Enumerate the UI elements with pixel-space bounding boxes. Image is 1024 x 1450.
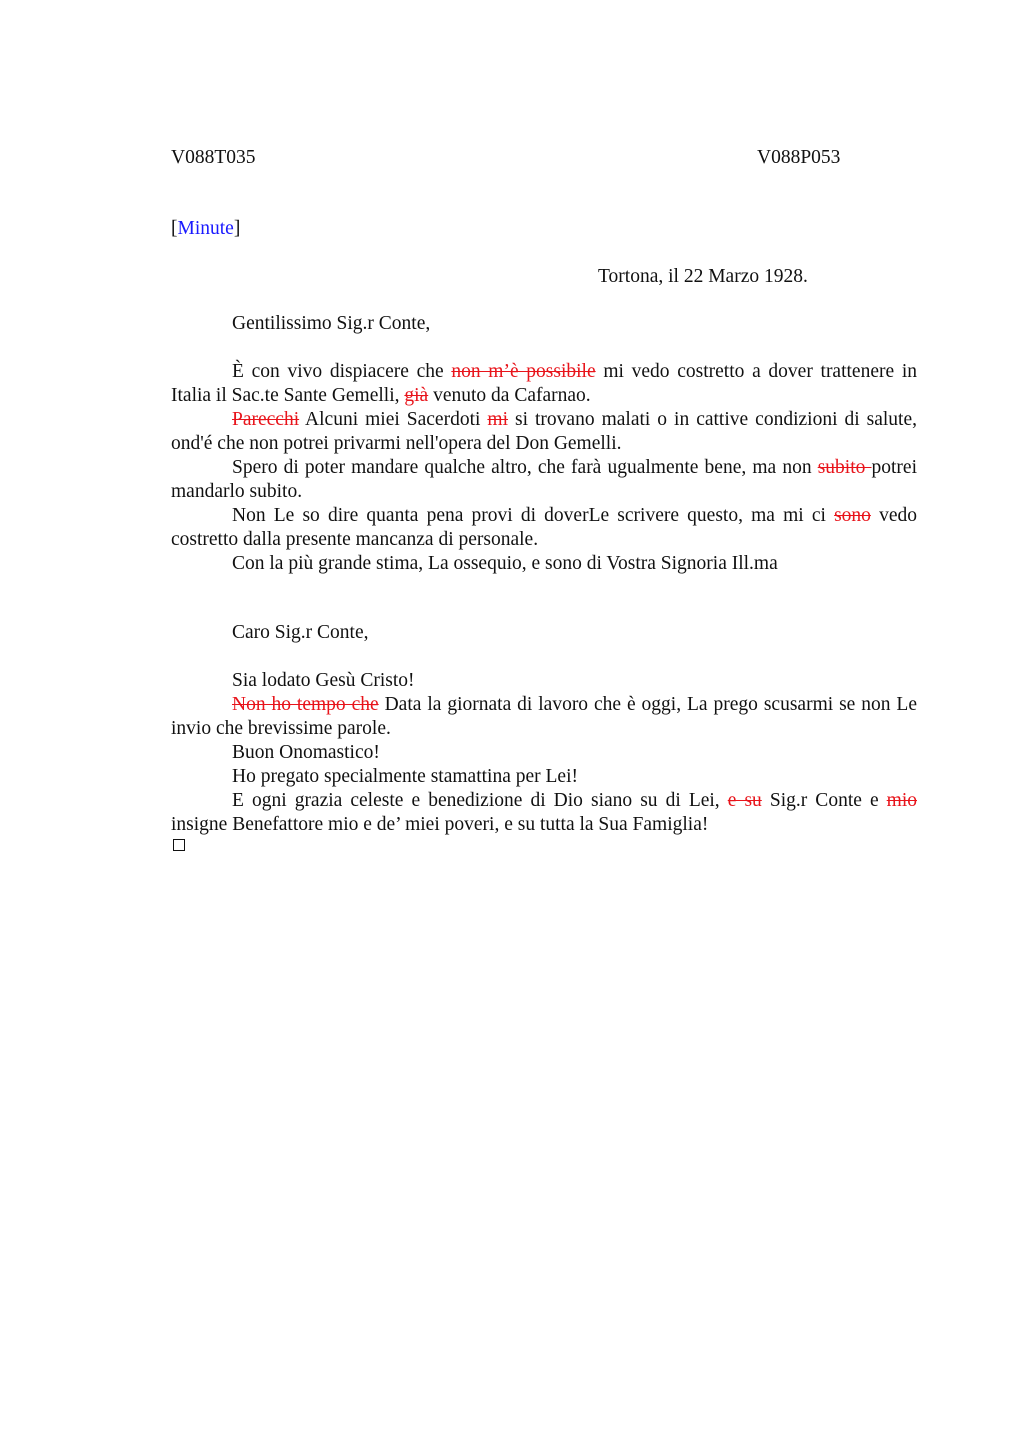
letter1-paragraph-2 xyxy=(171,408,917,456)
letter1-paragraph-3 xyxy=(171,456,917,504)
minute-label xyxy=(171,217,240,241)
deleted-text: già xyxy=(404,385,429,406)
text-segment: Alcuni miei Sacerdoti xyxy=(299,409,488,430)
text-segment: insigne Benefattore mio e de’ miei poveri, e su tutta la Sua Famiglia! xyxy=(171,814,709,835)
letter1-body xyxy=(171,360,917,576)
text-segment: Spero di poter mandare qualche altro, che farà ugualmente bene, ma non xyxy=(232,457,818,478)
text-segment: venuto da Cafarnao. xyxy=(428,385,591,406)
text-segment: vedo costretto dalla presente mancanza di personale. xyxy=(171,505,918,550)
deleted-text: subito xyxy=(817,457,872,478)
letter2-paragraph-4: Ho pregato specialmente stamattina per Lei! xyxy=(232,766,578,787)
letter1-paragraph-1 xyxy=(171,360,917,408)
deleted-text: Parecchi xyxy=(232,409,300,430)
document-code-right: V088P053 xyxy=(757,147,841,168)
deleted-text: mi xyxy=(487,409,509,430)
document-code-left: V088T035 xyxy=(171,147,256,168)
deleted-text: mio xyxy=(886,790,917,811)
text-segment: Sig.r Conte e xyxy=(761,790,887,811)
text-segment: Non Le so dire quanta pena provi di doverLe scrivere questo, ma mi ci xyxy=(232,505,835,526)
text-segment: mi vedo costretto a dover trattenere in Italia il Sac.te Sante Gemelli, xyxy=(171,361,917,406)
letter2-paragraph-3: Buon Onomastico! xyxy=(232,742,380,763)
text-segment: È con vivo dispiacere che xyxy=(232,361,452,382)
dateline: Tortona, il 22 Marzo 1928. xyxy=(598,266,808,287)
deleted-text: e su xyxy=(727,790,762,811)
letter1-paragraph-4 xyxy=(171,504,917,552)
letter2-salutation: Caro Sig.r Conte, xyxy=(232,622,369,643)
letter2-paragraph-5 xyxy=(171,789,917,837)
deleted-text: sono xyxy=(834,505,871,526)
letter1-paragraph-5: Con la più grande stima, La ossequio, e sono di Vostra Signoria Ill.ma xyxy=(232,553,778,574)
letter1-salutation: Gentilissimo Sig.r Conte, xyxy=(232,313,431,334)
letter2-paragraph-1: Sia lodato Gesù Cristo! xyxy=(232,670,415,691)
minute-close-bracket: ] xyxy=(233,218,241,239)
letter2-body xyxy=(171,669,917,837)
text-segment: E ogni grazia celeste e benedizione di Dio siano su di Lei, xyxy=(232,790,728,811)
text-segment: si trovano malati o in cattive condizioni di salute, ond'é che non potrei privarmi nell'opera del Don Gemelli. xyxy=(171,409,918,454)
minute-open-bracket: [ xyxy=(171,218,178,239)
minute-link[interactable]: Minute xyxy=(177,218,234,239)
text-segment: potrei mandarlo subito. xyxy=(171,457,917,502)
end-marker-box xyxy=(173,839,185,851)
letter2-paragraph-2 xyxy=(171,693,917,741)
text-segment: Data la giornata di lavoro che è oggi, La prego scusarmi se non Le invio che brevissime parole. xyxy=(171,694,917,739)
deleted-text: non m’è possibile xyxy=(451,361,596,382)
deleted-text: Non ho tempo che xyxy=(232,694,379,715)
